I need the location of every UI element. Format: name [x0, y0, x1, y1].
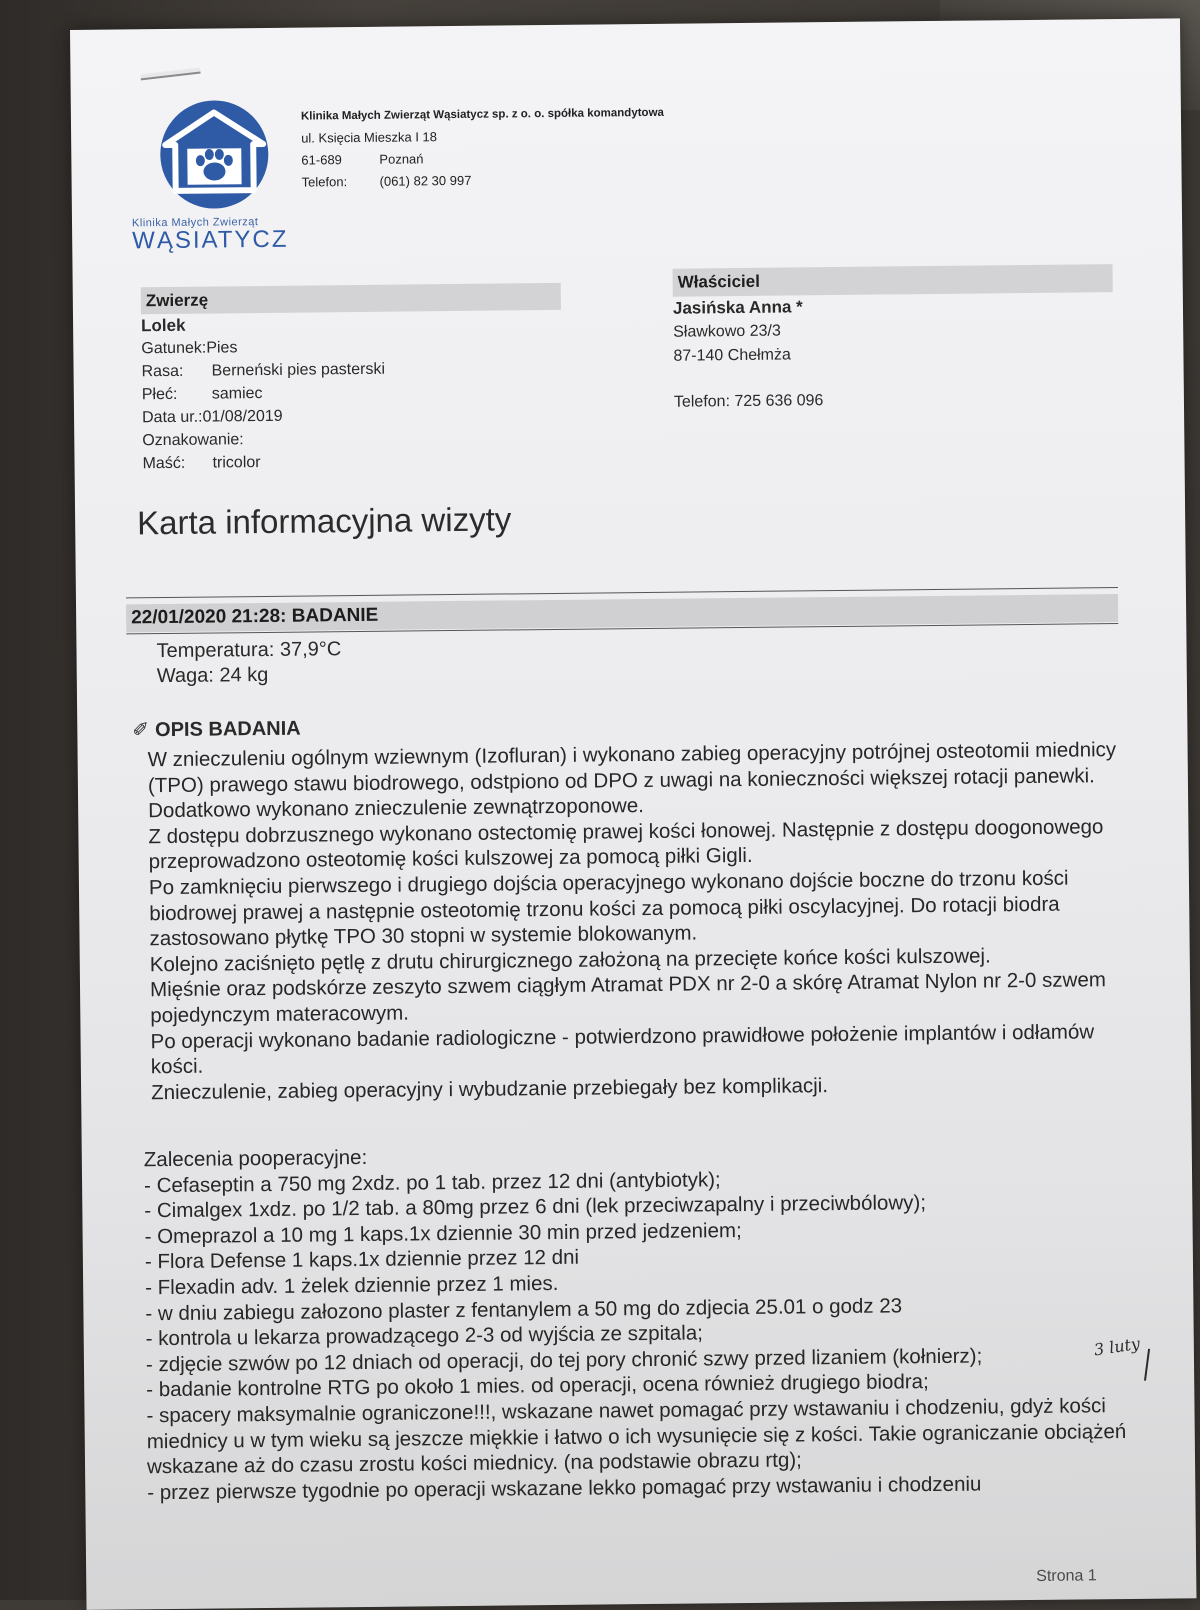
description-paragraph: Po zamknięciu pierwszego i drugiego dojścia operacyjnego wykonano dojście boczne do trzonu kości biodrowej prawej a następnie osteotomię trzonu kości za pomocą piłki oscylacyjnej. Do rotacji biodra zastosowano płytkę TPO 30 stopni w systemie blokowanym. [148, 866, 1069, 951]
logo-tagline: Klinika Małych Zwierząt [131, 216, 259, 230]
document-title: Karta informacyjna wizyty [136, 500, 512, 542]
recommendation-item: - kontrola u lekarza prowadzącego 2-3 od wyjścia ze szpitala; [145, 1321, 704, 1351]
clinic-phone-row [301, 168, 664, 194]
animal-breed: Berneński pies pasterski [211, 360, 386, 380]
visit-header: 22/01/2020 21:28: BADANIE [126, 594, 1118, 632]
owner-phone: 725 636 096 [734, 392, 824, 411]
animal-birth-date: Data ur.:01/08/2019 [141, 407, 283, 427]
clinic-street: ul. Księcia Mieszka I 18 [301, 129, 438, 146]
owner-address-line1: Sławkowo 23/3 [673, 322, 781, 341]
animal-name: Lolek [141, 315, 186, 336]
visit-vitals [156, 637, 341, 689]
coat-label: Maść: [142, 454, 186, 473]
description-paragraph: Kolejno zaciśnięto pętlę z drutu chirurgicznego założoną na przecięte końce kości kulszowej. [149, 944, 991, 976]
logo-wordmark: WĄSIATYCZ [132, 225, 289, 255]
clinic-city: Poznań [379, 151, 424, 167]
owner-phone-label: Telefon: [673, 393, 731, 411]
owner-section [673, 264, 1115, 415]
clinic-phone: (061) 82 30 997 [379, 172, 472, 189]
description-paragraph: Mięśnie oraz podskórze zeszyto szwem ciągłym Atramat PDX nr 2-0 a skórę Atramat Nylon nr 2-0 szwem pojedynczym materacowym. [149, 968, 1107, 1028]
owner-name: Jasińska Anna * [672, 297, 803, 318]
recommendation-item: - Flexadin adv. 1 żelek dziennie przez 1 mies. [145, 1271, 559, 1300]
animal-sex: samiec [211, 385, 263, 403]
animal-section-label: Zwierzę [141, 283, 561, 314]
weight: Waga: 24 kg [156, 663, 269, 688]
owner-phone-row [674, 386, 1114, 415]
owner-address-line2: 87-140 Chełmża [673, 346, 791, 365]
clinic-postal-code: 61-689 [301, 152, 342, 168]
breed-label: Rasa: [141, 362, 184, 381]
description-paragraph: W znieczuleniu ogólnym wziewnym (Izofluran) i wykonano zabieg operacyjny potrójnej osteotomii miednicy (TPO) prawego stawu biodrowego, odstpiono od DPO z uwagi na konieczności większej rotacji panewki. [147, 738, 1117, 797]
animal-coat-row [142, 448, 562, 475]
recommendation-item: - w dniu zabiegu załozono plaster z fentanylem a 50 mg do zdjecia 25.01 o godz 23 [145, 1293, 903, 1325]
page-number: Strona 1 [1036, 1567, 1097, 1585]
description-body [148, 737, 1147, 1106]
staple-mark [140, 68, 200, 81]
recommendations [144, 1137, 1153, 1506]
recommendation-item: - Omeprazol a 10 mg 1 kaps.1x dziennie 30 min przed jedzeniem; [144, 1218, 742, 1249]
recommendation-item: - zdjęcie szwów po 12 dniach od operacji, do tej pory chronić szwy przed lizaniem (kołnierz); [145, 1344, 983, 1377]
description-label: OPIS BADANIA [154, 717, 301, 742]
recommendation-item: - badanie kontrolne RTG po około 1 mies. od operacji, ocena również drugiego biodra; [146, 1370, 929, 1402]
description-paragraph: Po operacji wykonano badanie radiologiczne - potwierdzono prawidłowe położenie implantów i odłamów kości. [150, 1019, 1095, 1079]
sex-label: Płeć: [141, 385, 178, 404]
animal-section [141, 283, 563, 475]
animal-coat: tricolor [212, 454, 261, 472]
description-paragraph: Dodatkowo wykonano znieczulenie zewnątrzoponowe. [148, 794, 644, 823]
handwritten-note: 3 luty [1092, 1333, 1142, 1360]
document-page [70, 18, 1196, 1610]
recommendation-item: - przez pierwsze tygodnie po operacji wskazane lekko pomagać przy wstawaniu i chodzeniu [147, 1472, 982, 1504]
animal-species: Gatunek:Pies [141, 339, 238, 358]
recommendation-item: - Flora Defense 1 kaps.1x dziennie przez 12 dni [144, 1246, 580, 1274]
recommendations-label: Zalecenia pooperacyjne: [143, 1145, 368, 1172]
paw-house-icon [147, 98, 282, 211]
clinic-header [301, 102, 665, 194]
recommendation-item: - Cimalgex 1xdz. po 1/2 tab. a 80mg przez 6 dni (lek przeciwzapalny i przeciwbólowy); [144, 1191, 927, 1223]
clinic-logo [131, 98, 303, 254]
description-paragraph: Z dostępu dobrzusznego wykonano ostectomię prawej kości łonowej. Następnie z dostępu doogonowego przeprowadzono osteotomię kości kulszowej za pomocą piłki Gigli. [148, 815, 1104, 874]
animal-marking-label: Oznakowanie: [142, 431, 244, 450]
paperclip-icon: ✐ [132, 719, 150, 742]
recommendation-item: - spacery maksymalnie ograniczone!!!, wskazane nawet pomagać przy wstawaniu i chodzeniu, gdyż kości miednicy u w tym wieku są jeszcze miękkie i łatwo o ich wysunięcie się z kości. Takie ograniczanie obciążeń wskazane aż do czasu zrostu kości miednicy. (na podstawie obrazu rtg); [146, 1394, 1127, 1479]
description-heading [132, 716, 301, 743]
description-paragraph: Znieczulenie, zabieg operacyjny i wybudzanie przebiegały bez komplikacji. [151, 1073, 829, 1104]
clinic-phone-label: Telefon: [301, 174, 348, 190]
clinic-name: Klinika Małych Zwierząt Wąsiatycz sp. z o. o. spółka komandytowa [300, 106, 664, 123]
owner-section-label: Właściciel [673, 264, 1113, 297]
recommendation-item: - Cefaseptin a 750 mg 2xdz. po 1 tab. przez 12 dni (antybiotyk); [143, 1167, 721, 1197]
temperature: Temperatura: 37,9°C [156, 638, 342, 663]
